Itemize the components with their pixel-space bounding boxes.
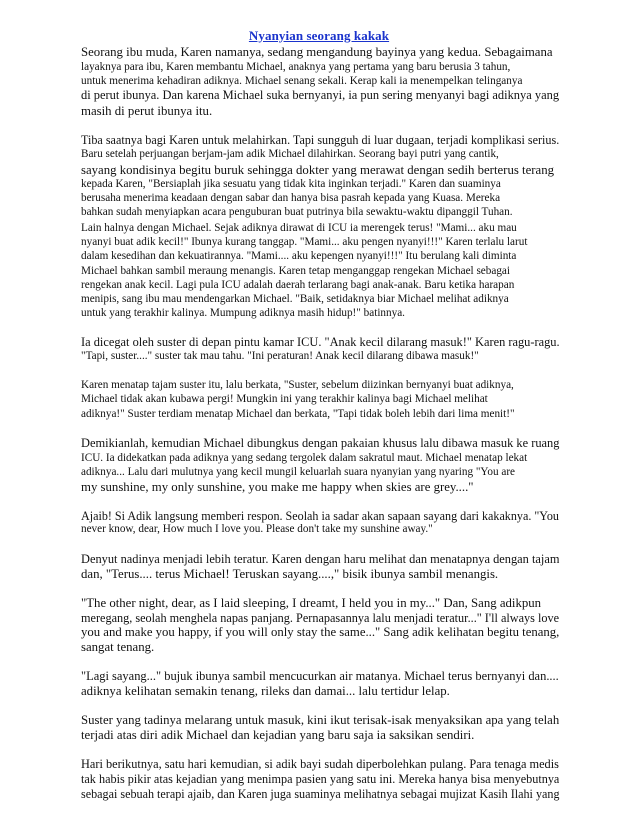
paragraph-12-line: Hari berikutnya, satu hari kemudian, si adik bayi sudah diperbolehkan pulang. Para tenaga medis [81, 758, 559, 771]
paragraph-2-line: Baru setelah perjuangan berjam-jam adik Michael dilahirkan. Seorang bayi putri yang cantik, [81, 149, 499, 160]
paragraph-7-line: never know, dear, How much I love you. Please don't take my sunshine away." [81, 524, 433, 535]
page-title: Nyanyian seorang kakak [248, 28, 390, 43]
paragraph-11-line: Suster yang tadinya melarang untuk masuk, kini ikut terisak-isak menyaksikan apa yang telah [81, 714, 560, 727]
paragraph-3-line: dalam kesedihan dan kekuatirannya. "Mami.... aku kepengen nyanyi!!!" Itu berulang kali diminta [81, 251, 517, 262]
paragraph-5-line: Michael tidak akan kubawa pergi! Mungkin ini yang terakhir kalinya bagi Michael melihat [81, 394, 488, 405]
paragraph-4-line: "Tapi, suster...." suster tak mau tahu. "Ini peraturan! Anak kecil dilarang dibawa masuk!" [81, 351, 479, 362]
paragraph-5-line: Karen menatap tajam suster itu, lalu berkata, "Suster, sebelum diizinkan bernyanyi buat adiknya, [81, 380, 514, 391]
paragraph-3-line: menipis, sang ibu mau mendengarkan Michael. "Baik, setidaknya biar Michael melihat adiknya [81, 294, 509, 305]
paragraph-8-line: dan, "Terus.... terus Michael! Teruskan sayang....," bisik ibunya sambil menangis. [81, 568, 499, 581]
paragraph-6-line: Demikianlah, kemudian Michael dibungkus dengan pakaian khusus lalu dibawa masuk ke ruang [81, 437, 560, 450]
paragraph-2-line: berusaha menerima keadaan dengan sabar dan hanya bisa pasrah kepada yang Kuasa. Mereka [81, 193, 501, 204]
paragraph-8-line: Denyut nadinya menjadi lebih teratur. Karen dengan haru melihat dan menatapnya dengan tajam [81, 553, 560, 566]
paragraph-4-line: Ia dicegat oleh suster di depan pintu kamar ICU. "Anak kecil dilarang masuk!" Karen ragu-ragu. [81, 336, 560, 349]
paragraph-11-line: terjadi atas diri adik Michael dan kejadian yang baru saja ia saksikan sendiri. [81, 729, 475, 742]
paragraph-6-line: ICU. Ia didekatkan pada adiknya yang sedang tergolek dalam sakratul maut. Michael menatap lekat [81, 453, 528, 464]
paragraph-9-line: you and make you happy, if you will only stay the same..." Sang adik kelihatan begitu tenang, [81, 626, 560, 639]
paragraph-3-line: Michael bahkan sambil meraung menangis. Karen tetap menganggap rengekan Michael sebagai [81, 266, 511, 277]
paragraph-5-line: adiknya!" Suster terdiam menatap Michael dan berkata, "Tapi tidak boleh lebih dari lima menit!" [81, 409, 515, 420]
paragraph-1-line: di perut ibunya. Dan karena Michael suka bernyanyi, ia pun sering menyanyi bagi adiknya yang [81, 89, 560, 102]
paragraph-3-line: rengekan anak kecil. Lagi pula ICU adalah daerah terlarang bagi anak-anak. Baru ketika harapan [81, 280, 515, 291]
paragraph-6-line: adiknya... Lalu dari mulutnya yang kecil mungil keluarlah suara nyanyian yang nyaring "You are [81, 467, 516, 478]
paragraph-9-line: sangat tenang. [81, 641, 155, 654]
paragraph-3-line: Lain halnya dengan Michael. Sejak adiknya dirawat di ICU ia merengek terus! "Mami... aku mau [81, 223, 517, 234]
paragraph-2-line: Tiba saatnya bagi Karen untuk melahirkan. Tapi sungguh di luar dugaan, terjadi komplikasi serius. [81, 134, 559, 147]
paragraph-12-line: tak habis pikir atas kejadian yang menimpa pasien yang satu ini. Mereka hanya bisa menyebutnya [81, 773, 559, 786]
paragraph-1-line: masih di perut ibunya itu. [81, 105, 213, 118]
paragraph-2-line: kepada Karen, "Bersiaplah jika sesuatu yang tidak kita inginkan terjadi." Karen dan suaminya [81, 179, 501, 190]
paragraph-10-line: adiknya kelihatan semakin tenang, rileks dan damai... lalu tertidur lelap. [81, 685, 450, 698]
paragraph-2-line: bahkan sudah menyiapkan acara penguburan buat putrinya bila sewaktu-waktu dipanggil Tuhan. [81, 207, 513, 218]
paragraph-12-line: sebagai sebuah terapi ajaib, dan Karen juga suaminya melihatnya sebagai mujizat Kasih Ilahi yang [81, 788, 560, 801]
paragraph-10-line: "Lagi sayang..." bujuk ibunya sambil mencucurkan air matanya. Michael terus bernyanyi dan.... [81, 670, 559, 683]
paragraph-6-line: my sunshine, my only sunshine, you make me happy when skies are grey...." [81, 481, 474, 494]
paragraph-7-line: Ajaib! Si Adik langsung memberi respon. Seolah ia sadar akan sapaan sayang dari kakaknya. "You [81, 510, 559, 523]
paragraph-9-line: "The other night, dear, as I laid sleeping, I dreamt, I held you in my..." Dan, Sang adikpun [81, 597, 542, 610]
paragraph-9-line: meregang, seolah menghela napas panjang. Pernapasannya lalu menjadi teratur..." I'll always love [81, 612, 559, 625]
paragraph-3-line: nyanyi buat adik kecil!" Ibunya kurang tanggap. "Mami... aku pengen nyanyi!!!" Karen terlalu larut [81, 237, 528, 248]
paragraph-1-line: layaknya para ibu, Karen membantu Michael, anaknya yang pertama yang baru berusia 3 tahun, [81, 62, 511, 73]
paragraph-3-line: untuk yang terakhir kalinya. Mumpung adiknya masih hidup!" batinnya. [81, 308, 405, 319]
paragraph-2-line: sayang kondisinya begitu buruk sehingga dokter yang merawat dengan sedih berterus terang [81, 164, 554, 177]
paragraph-1-line: untuk menerima kehadiran adiknya. Michael senang sekali. Kerap kali ia menempelkan telinganya [81, 76, 523, 87]
paragraph-1-line: Seorang ibu muda, Karen namanya, sedang mengandung bayinya yang kedua. Sebagaimana [81, 46, 553, 59]
